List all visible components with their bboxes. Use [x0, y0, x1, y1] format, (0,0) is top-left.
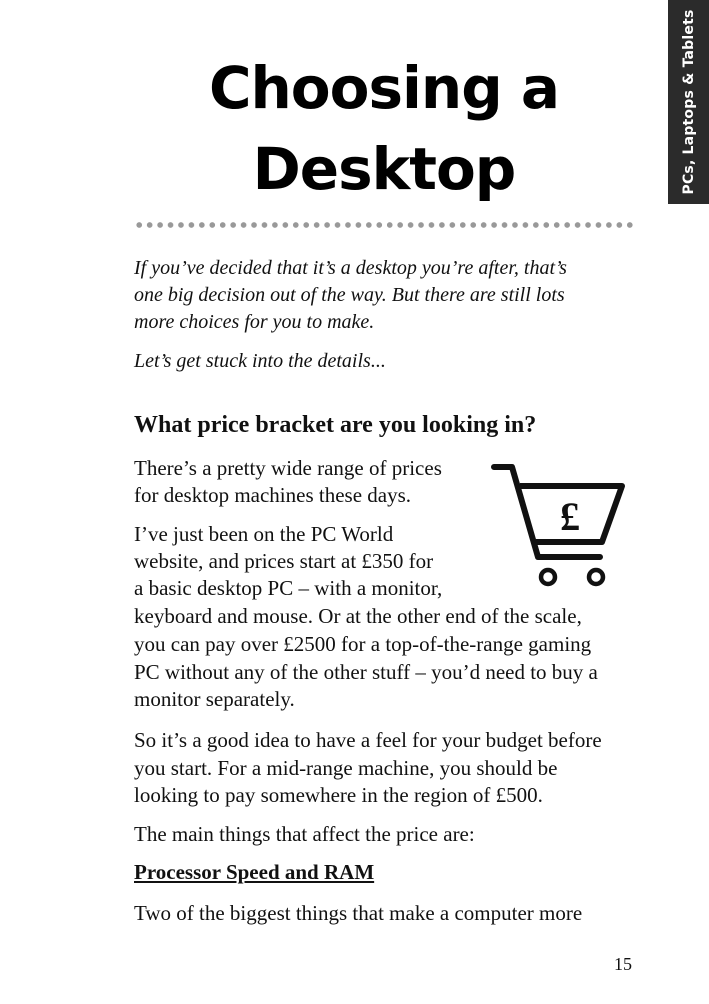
- body-line: looking to pay somewhere in the region of £500.: [134, 783, 543, 807]
- body-line: you can pay over £2500 for a top-of-the-range gaming: [134, 632, 592, 656]
- subsection-heading: Processor Speed and RAM: [134, 860, 375, 884]
- body-line: So it’s a good idea to have a feel for your budget before: [134, 728, 602, 752]
- section-heading: What price bracket are you looking in?: [134, 412, 537, 438]
- page-title-line-1: Choosing a: [208, 54, 560, 122]
- body-line: for desktop machines these days.: [134, 483, 412, 507]
- pound-symbol: £: [560, 494, 580, 539]
- body-line: The main things that affect the price are:: [134, 822, 475, 846]
- body-line: There’s a pretty wide range of prices: [134, 456, 442, 480]
- body-line: a basic desktop PC – with a monitor,: [134, 576, 443, 600]
- intro-line: one big decision out of the way. But there are still lots: [134, 284, 565, 306]
- body-line: monitor separately.: [134, 687, 295, 711]
- body-line: I’ve just been on the PC World: [134, 522, 394, 546]
- section-tab: [668, 0, 709, 204]
- body-line: you start. For a mid-range machine, you should be: [134, 756, 558, 780]
- body-line: website, and prices start at £350 for: [134, 549, 434, 573]
- page-number: 15: [614, 954, 632, 974]
- intro-line: If you’ve decided that it’s a desktop you’re after, that’s: [134, 257, 567, 279]
- body-line: keyboard and mouse. Or at the other end of the scale,: [134, 604, 582, 628]
- body-line: PC without any of the other stuff – you’d need to buy a: [134, 660, 598, 684]
- body-line: Two of the biggest things that make a computer more: [134, 901, 583, 925]
- page-title-line-2: Desktop: [252, 135, 516, 203]
- shopping-cart-icon: [490, 462, 630, 590]
- intro-closing: Let’s get stuck into the details...: [134, 350, 386, 372]
- dotted-divider: [134, 221, 635, 229]
- section-tab-label: PCs, Laptops & Tablets: [680, 9, 697, 195]
- intro-line: more choices for you to make.: [134, 311, 375, 333]
